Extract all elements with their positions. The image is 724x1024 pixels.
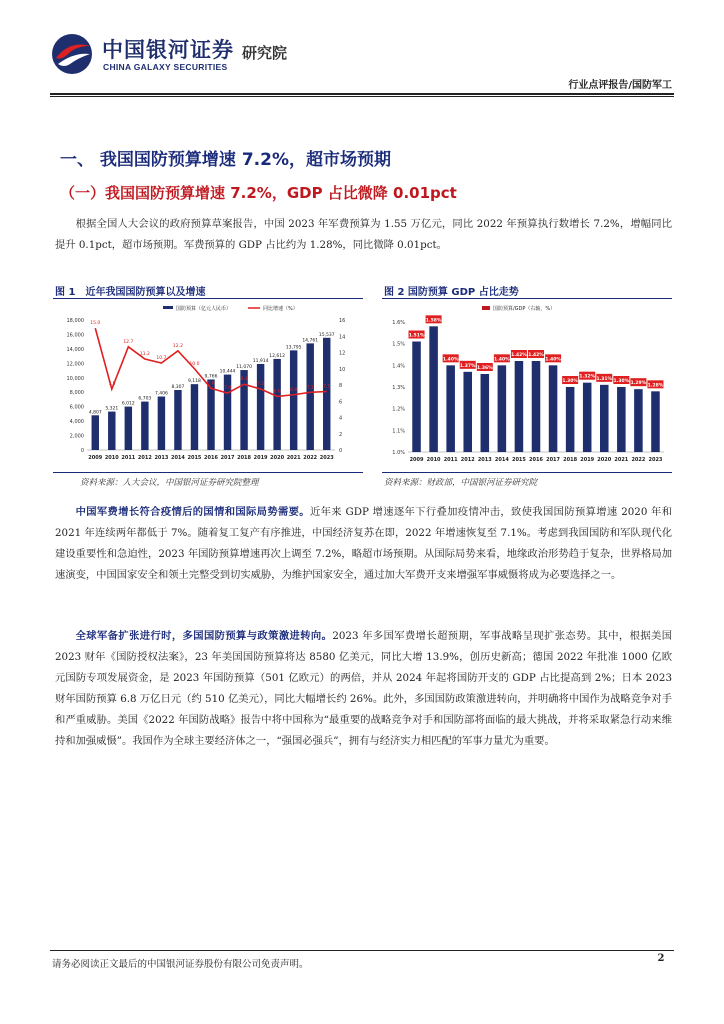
bar-label: 1.30% <box>562 379 578 384</box>
y-tick-left: 2,000 <box>69 433 84 440</box>
x-tick: 2017 <box>546 457 561 463</box>
x-tick: 2012 <box>460 457 475 463</box>
bar-label: 1.42% <box>511 353 527 358</box>
y-tick-right: 4 <box>339 415 343 422</box>
paragraph-china-budget <box>55 502 672 586</box>
bar-label: 1.42% <box>528 353 544 358</box>
y-tick-right: 10 <box>339 366 346 373</box>
x-tick: 2009 <box>88 455 103 461</box>
y-tick-right: 14 <box>339 334 346 341</box>
bar-label: 11,070 <box>236 365 252 371</box>
y-tick-left: 14,000 <box>66 346 84 353</box>
figure1-rule <box>53 298 363 299</box>
bar-label: 1.32% <box>579 374 596 380</box>
line-label: 10.0 <box>189 361 200 367</box>
x-tick: 2018 <box>237 455 252 461</box>
brand-name-cn: 中国银河证券 <box>102 38 234 62</box>
bar-label: 1.36% <box>476 366 493 371</box>
bar-budget <box>273 359 280 450</box>
bar-label: 13,795 <box>285 345 302 351</box>
x-tick: 2013 <box>154 455 169 461</box>
bar-budget <box>323 338 330 450</box>
footer-divider <box>50 950 674 951</box>
x-tick: 2015 <box>187 455 202 461</box>
y-tick-right: 0 <box>339 448 343 454</box>
figure1-title: 图 1 近年我国国防预算以及增速 <box>55 287 206 298</box>
galaxy-logo-icon <box>50 32 94 76</box>
figure2-rule-bottom <box>382 472 672 473</box>
x-tick: 2020 <box>270 455 285 461</box>
bar-gdp-share <box>651 391 660 452</box>
bar-budget <box>207 379 214 450</box>
chart-gdp-share <box>382 302 672 472</box>
legend-swatch-gdp <box>482 306 490 310</box>
bar-label: 1.40% <box>494 357 510 363</box>
bar-label: 1.28% <box>647 383 664 389</box>
paragraph-body: 近年来 GDP 增速逐年下行叠加疫情冲击，致使我国国防预算增速 2020 年和 2021 年连续两年都低于 7%。随着复工复产有序推进，中国经济复苏在即，2022 年增速恢复至 7.1%。考虑到我国国防和军队现代化建设重要性和急迫性，2023 年国防预算增速再次上调至 7.2%，略超市场预期。从国际局势来看，地缘政治形势趋于复杂，世界格局加速演变，中国国家安全和领土完整受到切实威胁，为维护国家安全，通过加大军费开支来增强军事威慑将成为必要选择之一。 <box>55 506 672 581</box>
bar-budget <box>125 407 132 450</box>
bar-label: 5,321 <box>105 406 119 412</box>
brand-name-en: CHINA GALAXY SECURITIES <box>103 62 228 72</box>
x-tick: 2023 <box>648 457 663 463</box>
bar-label: 1.51% <box>408 333 425 339</box>
x-tick: 2020 <box>597 457 612 463</box>
figure2-title: 图 2 国防预算 GDP 占比走势 <box>384 287 519 298</box>
bar-gdp-share <box>446 365 455 452</box>
x-tick: 2019 <box>253 455 268 461</box>
bar-gdp-share <box>429 326 438 452</box>
x-tick: 2010 <box>104 455 119 461</box>
y-tick: 1.3% <box>392 385 405 391</box>
x-tick: 2022 <box>303 455 318 461</box>
y-tick-right: 12 <box>339 350 346 357</box>
y-tick: 1.0% <box>392 450 405 456</box>
y-tick: 1.2% <box>392 406 405 413</box>
y-tick: 1.1% <box>392 428 405 435</box>
bar-label: 11,914 <box>252 358 269 364</box>
x-tick: 2016 <box>529 457 543 463</box>
y-tick-left: 6,000 <box>69 404 84 411</box>
legend-label-gdp: 国防预算/GDP（右轴，%） <box>493 306 556 312</box>
header-divider <box>50 93 674 95</box>
y-tick: 1.5% <box>392 341 405 348</box>
y-tick-left: 16,000 <box>66 332 84 339</box>
line-label: 8.1 <box>240 377 248 383</box>
bar-budget <box>158 397 165 450</box>
paragraph-lead: 中国军费增长符合疫情后的国情和国际局势需要。 <box>75 506 310 518</box>
line-label: 7.5 <box>257 382 265 388</box>
x-tick: 2016 <box>204 455 218 461</box>
line-label: 11.2 <box>139 352 150 357</box>
bar-gdp-share <box>566 387 575 452</box>
y-tick-left: 4,000 <box>69 419 84 426</box>
bar-label: 6,012 <box>121 401 135 407</box>
y-tick-left: 8,000 <box>69 390 84 397</box>
y-tick-right: 16 <box>339 318 346 324</box>
y-tick-right: 2 <box>339 431 343 438</box>
bar-label: 7,406 <box>154 391 168 397</box>
y-tick-left: 18,000 <box>66 318 84 324</box>
paragraph-intro: 根据全国人大会议的政府预算草案报告，中国 2023 年军费预算为 1.55 万亿元，同比 2022 年预算执行数增长 7.2%，增幅同比提升 0.1pct，超市场预期。军费预算的 GDP 占比约为 1.28%，同比微降 0.01pct。 <box>55 218 672 251</box>
bar-label: 4,807 <box>88 410 102 416</box>
bar-label: 12,612 <box>269 353 286 359</box>
bar-budget <box>290 350 297 450</box>
y-tick: 1.4% <box>392 363 405 370</box>
x-tick: 2021 <box>614 457 629 463</box>
bar-label: 1.40% <box>545 357 561 363</box>
legend-swatch-budget <box>163 306 173 309</box>
bar-budget <box>257 364 264 450</box>
bar-budget <box>174 390 181 450</box>
x-tick: 2023 <box>319 455 334 461</box>
bar-gdp-share <box>498 365 507 452</box>
bar-label: 6,703 <box>138 396 152 402</box>
x-tick: 2010 <box>426 457 441 463</box>
header-divider-thin <box>50 96 674 97</box>
bar-label: 9,118 <box>188 379 201 385</box>
x-tick: 2018 <box>563 457 578 463</box>
bar-gdp-share <box>481 374 490 452</box>
figure1-rule-bottom <box>53 472 363 473</box>
paragraph-body: 2023 年多国军费增长超预期，军事战略呈现扩张态势。其中，根据美国 2023 财年《国防授权法案》，23 年美国国防预算将达 8580 亿美元，同比大增 13.9%，创历史新高；德国 2022 年批准 1000 亿欧元国防专项发展资金，是 2023 年国防预算（501 亿欧元）的两倍，并从 2024 年起将国防开支的 GDP 占比提高到 2%；日本 2023 财年国防预算 6.8 万亿日元（约 510 亿美元），同比大幅增长约 26%。此外，多国国防政策激进转向，并明确将中国作为战略竞争对手和严重威胁。美国《2022 年国防战略》报告中将中国称为“最重要的战略竞争对手和国防部将面临的最大挑战，并将采取紧急行动来维持和加强威慑”。我国作为全球主要经济体之一，“强国必强兵”，拥有与经济实力相匹配的军事力量尤为重要。 <box>55 630 672 747</box>
bar-gdp-share <box>549 365 558 452</box>
line-label: 12.2 <box>172 343 183 349</box>
x-tick: 2022 <box>631 457 646 463</box>
bar-budget <box>141 402 148 450</box>
x-tick: 2009 <box>409 457 424 463</box>
line-label: 6.6 <box>273 389 281 395</box>
x-tick: 2014 <box>170 455 185 461</box>
x-tick: 2013 <box>477 457 492 463</box>
x-tick: 2015 <box>511 457 526 463</box>
bar-label: 1.40% <box>442 357 459 363</box>
x-tick: 2011 <box>443 457 458 463</box>
bar-budget <box>108 412 115 450</box>
report-type: 行业点评报告/国防军工 <box>568 80 672 91</box>
paragraph-lead: 全球军备扩张进行时，多国国防预算与政策激进转向。 <box>75 630 333 642</box>
bar-label: 1.58% <box>425 318 442 324</box>
y-tick-left: 12,000 <box>66 361 84 368</box>
chart-defense-budget <box>53 302 363 472</box>
bar-gdp-share <box>412 342 421 453</box>
legend-label-budget: 国防预算（亿元人民币） <box>176 306 232 312</box>
bar-gdp-share <box>583 383 592 452</box>
y-tick-left: 10,000 <box>66 375 84 382</box>
bar-label: 8,307 <box>171 385 185 391</box>
figure1-source: 资料来源：人大会议，中国银河证券研究院整理 <box>80 478 259 488</box>
bar-budget <box>191 384 198 450</box>
x-tick: 2014 <box>494 457 509 463</box>
figure2-source: 资料来源：财政部，中国银河证券研究院 <box>384 478 538 488</box>
bar-label: 1.37% <box>459 363 476 369</box>
bar-budget <box>306 343 313 450</box>
x-tick: 2012 <box>137 455 152 461</box>
line-label: 6.8 <box>290 387 298 393</box>
page-number: 2 <box>657 953 665 964</box>
y-tick-right: 8 <box>339 383 343 389</box>
x-tick: 2017 <box>220 455 235 461</box>
bar-gdp-share <box>617 387 626 452</box>
paragraph-global <box>55 626 672 752</box>
x-tick: 2011 <box>121 455 136 461</box>
bar-gdp-share <box>600 385 609 452</box>
bar-label: 15,537 <box>318 332 335 338</box>
bar-label: 1.30% <box>613 379 630 384</box>
line-label: 7.0 <box>223 386 232 392</box>
subsection-heading: （一）我国国防预算增速 7.2%，GDP 占比微降 0.01pct <box>60 184 457 202</box>
bar-label: 1.29% <box>630 381 647 387</box>
line-label: 10.7 <box>156 356 167 362</box>
figure2-rule <box>382 298 672 299</box>
line-label: 7.1 <box>306 385 314 391</box>
line-label: 7.5 <box>108 382 116 388</box>
line-label: 12.7 <box>123 339 134 345</box>
bar-gdp-share <box>634 389 643 452</box>
footer-disclaimer: 请务必阅读正文最后的中国银河证券股份有限公司免责声明。 <box>52 959 309 970</box>
line-label: 15.0 <box>90 321 101 327</box>
x-tick: 2021 <box>286 455 301 461</box>
bar-gdp-share <box>515 361 524 452</box>
y-tick: 1.6% <box>392 320 405 326</box>
bar-label: 1.31% <box>596 376 613 382</box>
bar-budget <box>92 415 99 450</box>
y-tick-left: 0 <box>80 448 84 454</box>
line-label: 7.2 <box>323 384 331 390</box>
bar-gdp-share <box>463 372 472 452</box>
bar-label: 14,761 <box>302 338 319 344</box>
line-label: 7.6 <box>207 381 215 387</box>
legend-label-growth: 同比增速（%） <box>263 306 298 312</box>
bar-label: 9,766 <box>204 374 218 380</box>
bar-label: 10,444 <box>219 369 236 375</box>
section-heading: 一、 我国国防预算增速 7.2%，超市场预期 <box>60 150 391 170</box>
y-tick-right: 6 <box>339 399 343 406</box>
bar-gdp-share <box>532 361 541 452</box>
brand-institute: 研究院 <box>242 44 288 62</box>
x-tick: 2019 <box>580 457 595 463</box>
